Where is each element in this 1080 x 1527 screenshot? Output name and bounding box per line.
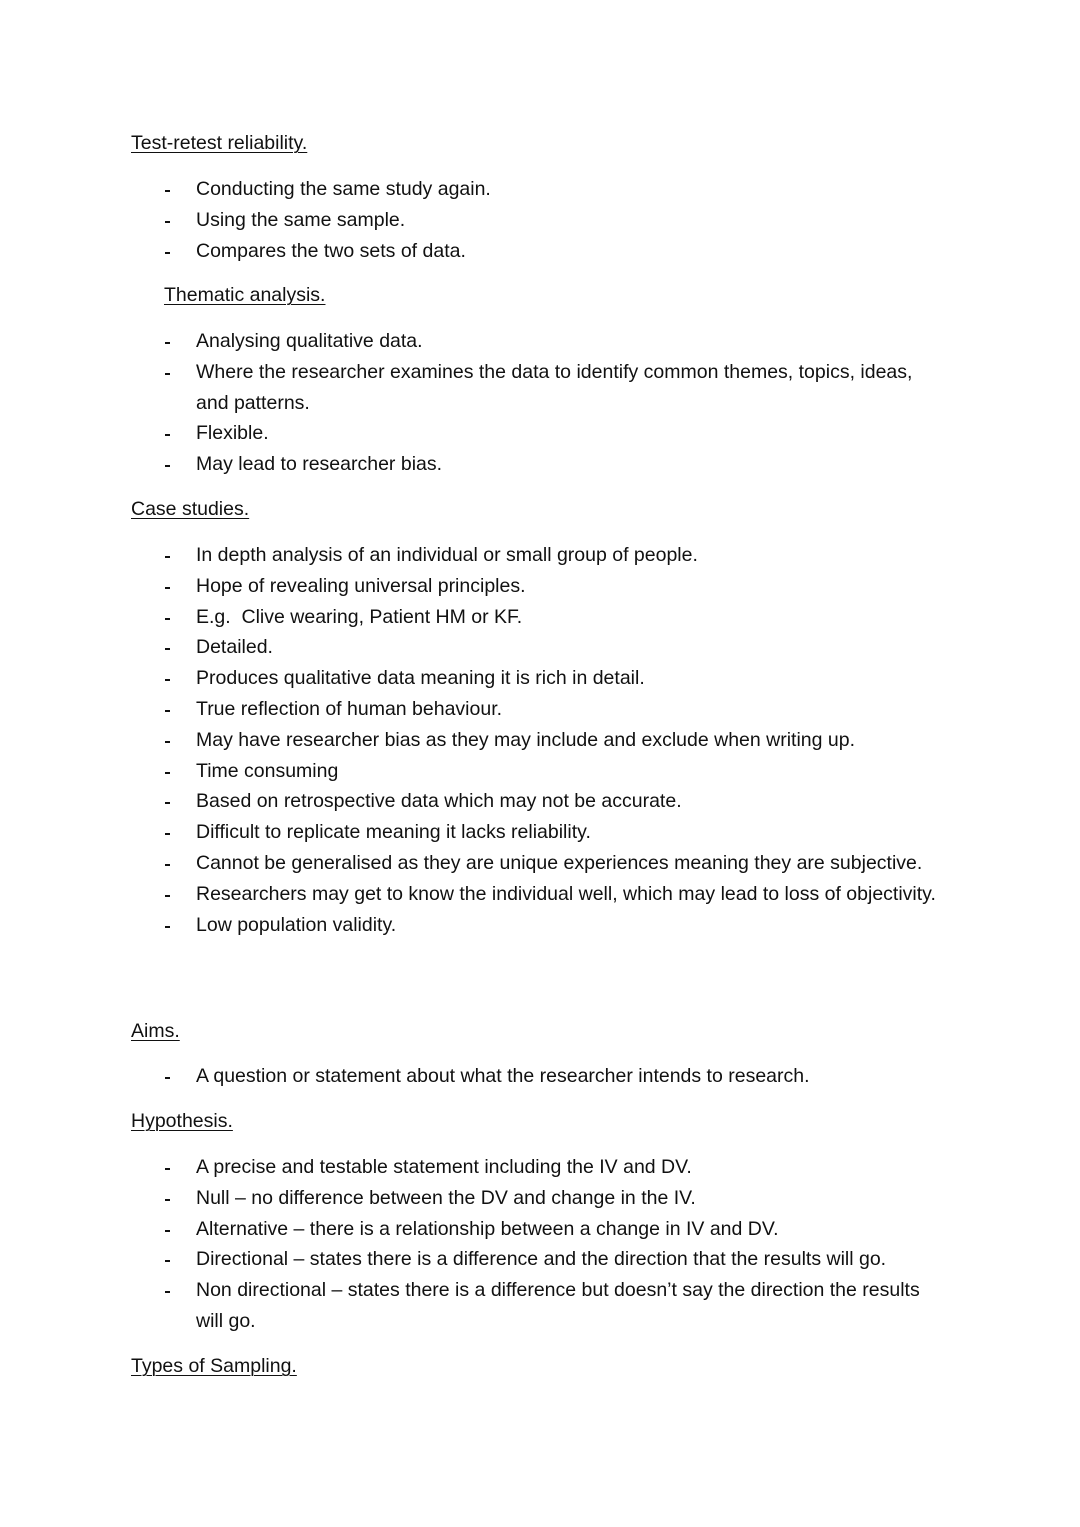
list-item: Where the researcher examines the data to identify common themes, topics, ideas, and patterns. xyxy=(196,360,913,414)
list-item: Conducting the same study again. xyxy=(196,178,491,200)
section-heading-case-studies: Case studies. xyxy=(131,498,250,520)
section-heading-thematic-analysis: Thematic analysis. xyxy=(164,284,326,306)
bullet-list-thematic-analysis xyxy=(164,326,948,480)
list-item: In depth analysis of an individual or small group of people. xyxy=(196,544,698,566)
list-item: Hope of revealing universal principles. xyxy=(196,574,526,597)
list-item: Compares the two sets of data. xyxy=(196,239,466,262)
list-item: Analysing qualitative data. xyxy=(196,330,423,352)
list-item: Researchers may get to know the individual well, which may lead to loss of objectivity. xyxy=(196,882,936,905)
list-item: Detailed. xyxy=(196,636,273,659)
list-item: A question or statement about what the researcher intends to research. xyxy=(196,1065,810,1087)
list-item: Low population validity. xyxy=(196,913,397,936)
list-item: Time consuming xyxy=(196,759,339,782)
list-item: E.g. Clive wearing, Patient HM or KF. xyxy=(196,605,523,628)
list-item: True reflection of human behaviour. xyxy=(196,697,503,720)
bullet-list-test-retest-reliability xyxy=(164,174,948,266)
list-item: Difficult to replicate meaning it lacks reliability. xyxy=(196,821,591,844)
list-item: A precise and testable statement including the IV and DV. xyxy=(196,1156,692,1178)
list-item: Using the same sample. xyxy=(196,208,406,231)
list-item: Non directional – states there is a difference but doesn’t say the direction the results will go. xyxy=(196,1279,920,1332)
list-item: May have researcher bias as they may include and exclude when writing up. xyxy=(196,728,856,751)
list-item: Directional – states there is a difference and the direction that the results will go. xyxy=(196,1248,887,1271)
list-item: Produces qualitative data meaning it is rich in detail. xyxy=(196,667,645,690)
list-item: Null – no difference between the DV and change in the IV. xyxy=(196,1186,696,1209)
list-item: Based on retrospective data which may not be accurate. xyxy=(196,790,682,813)
list-item: May lead to researcher bias. xyxy=(196,453,443,476)
section-heading-aims: Aims. xyxy=(131,1020,180,1042)
section-heading-types-of-sampling: Types of Sampling. xyxy=(131,1355,297,1377)
list-item: Cannot be generalised as they are unique experiences meaning they are subjective. xyxy=(196,851,923,874)
bullet-list-aims xyxy=(164,1061,948,1092)
bullet-list-hypothesis xyxy=(164,1152,948,1337)
list-item: Alternative – there is a relationship between a change in IV and DV. xyxy=(196,1217,779,1240)
bullet-list-case-studies xyxy=(164,540,948,940)
list-item: Flexible. xyxy=(196,422,269,445)
section-heading-hypothesis: Hypothesis. xyxy=(131,1110,233,1132)
section-heading-test-retest-reliability: Test-retest reliability. xyxy=(131,132,308,154)
